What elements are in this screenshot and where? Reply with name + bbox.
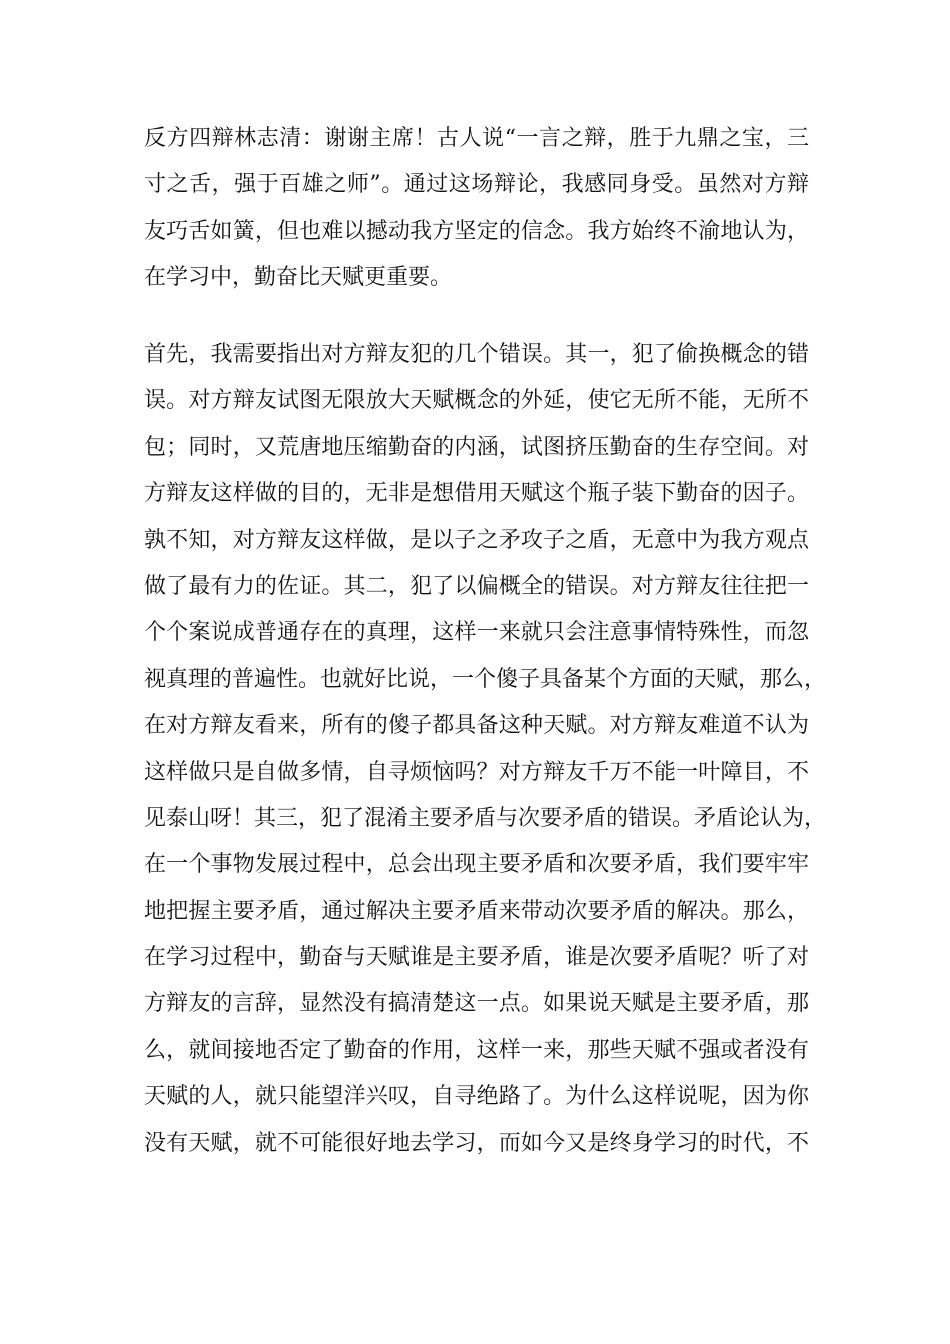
paragraph-line: 个个案说成普通存在的真理，这样一来就只会注意事情特殊性，而忽	[144, 620, 809, 646]
paragraph-line: 在学习过程中，勤奋与天赋谁是主要矛盾，谁是次要矛盾呢？听了对	[144, 945, 809, 971]
paragraph-line: 地把握主要矛盾，通过解决主要矛盾来带动次要矛盾的解决。那么，	[144, 898, 809, 924]
paragraph-line: 方辩友的言辞，显然没有搞清楚这一点。如果说天赋是主要矛盾，那	[144, 991, 809, 1017]
paragraph-line: 在一个事物发展过程中，总会出现主要矛盾和次要矛盾，我们要牢牢	[144, 852, 809, 878]
paragraph-line: 反方四辩林志清：谢谢主席！古人说“一言之辩，胜于九鼎之宝，三	[144, 126, 809, 151]
paragraph-line: 在学习中，勤奋比天赋更重要。	[144, 265, 453, 291]
paragraph-line: 见泰山呀！其三，犯了混淆主要矛盾与次要矛盾的错误。矛盾论认为，	[144, 805, 827, 831]
paragraph-line: 寸之舌，强于百雄之师”。通过这场辩论，我感同身受。虽然对方辩	[144, 172, 809, 198]
paragraph-line: 天赋的人，就只能望洋兴叹，自寻绝路了。为什么这样说呢，因为你	[144, 1084, 809, 1110]
paragraph-line: 没有天赋，就不可能很好地去学习，而如今又是终身学习的时代，不	[144, 1130, 809, 1156]
paragraph-line: 这样做只是自做多情，自寻烦恼吗？对方辩友千万不能一叶障目，不	[144, 759, 809, 785]
paragraph-opening-statement	[144, 116, 809, 302]
paragraph-line: 包；同时，又荒唐地压缩勤奋的内涵，试图挤压勤奋的生存空间。对	[144, 434, 809, 460]
paragraph-rebuttal	[144, 332, 827, 1167]
paragraph-line: 方辩友这样做的目的，无非是想借用天赋这个瓶子装下勤奋的因子。	[144, 481, 809, 507]
paragraph-line: 在对方辩友看来，所有的傻子都具备这种天赋。对方辩友难道不认为	[144, 713, 809, 739]
paragraph-line: 友巧舌如簧，但也难以撼动我方坚定的信念。我方始终不渝地认为，	[144, 218, 809, 244]
paragraph-line: 么，就间接地否定了勤奋的作用，这样一来，那些天赋不强或者没有	[144, 1037, 809, 1063]
paragraph-line: 误。对方辩友试图无限放大天赋概念的外延，使它无所不能，无所不	[144, 388, 809, 414]
paragraph-line: 孰不知，对方辩友这样做，是以子之矛攻子之盾，无意中为我方观点	[144, 527, 809, 553]
paragraph-line: 首先，我需要指出对方辩友犯的几个错误。其一，犯了偷换概念的错	[144, 342, 809, 367]
paragraph-line: 视真理的普遍性。也就好比说，一个傻子具备某个方面的天赋，那么，	[144, 666, 827, 692]
paragraph-line: 做了最有力的佐证。其二，犯了以偏概全的错误。对方辩友往往把一	[144, 573, 809, 599]
